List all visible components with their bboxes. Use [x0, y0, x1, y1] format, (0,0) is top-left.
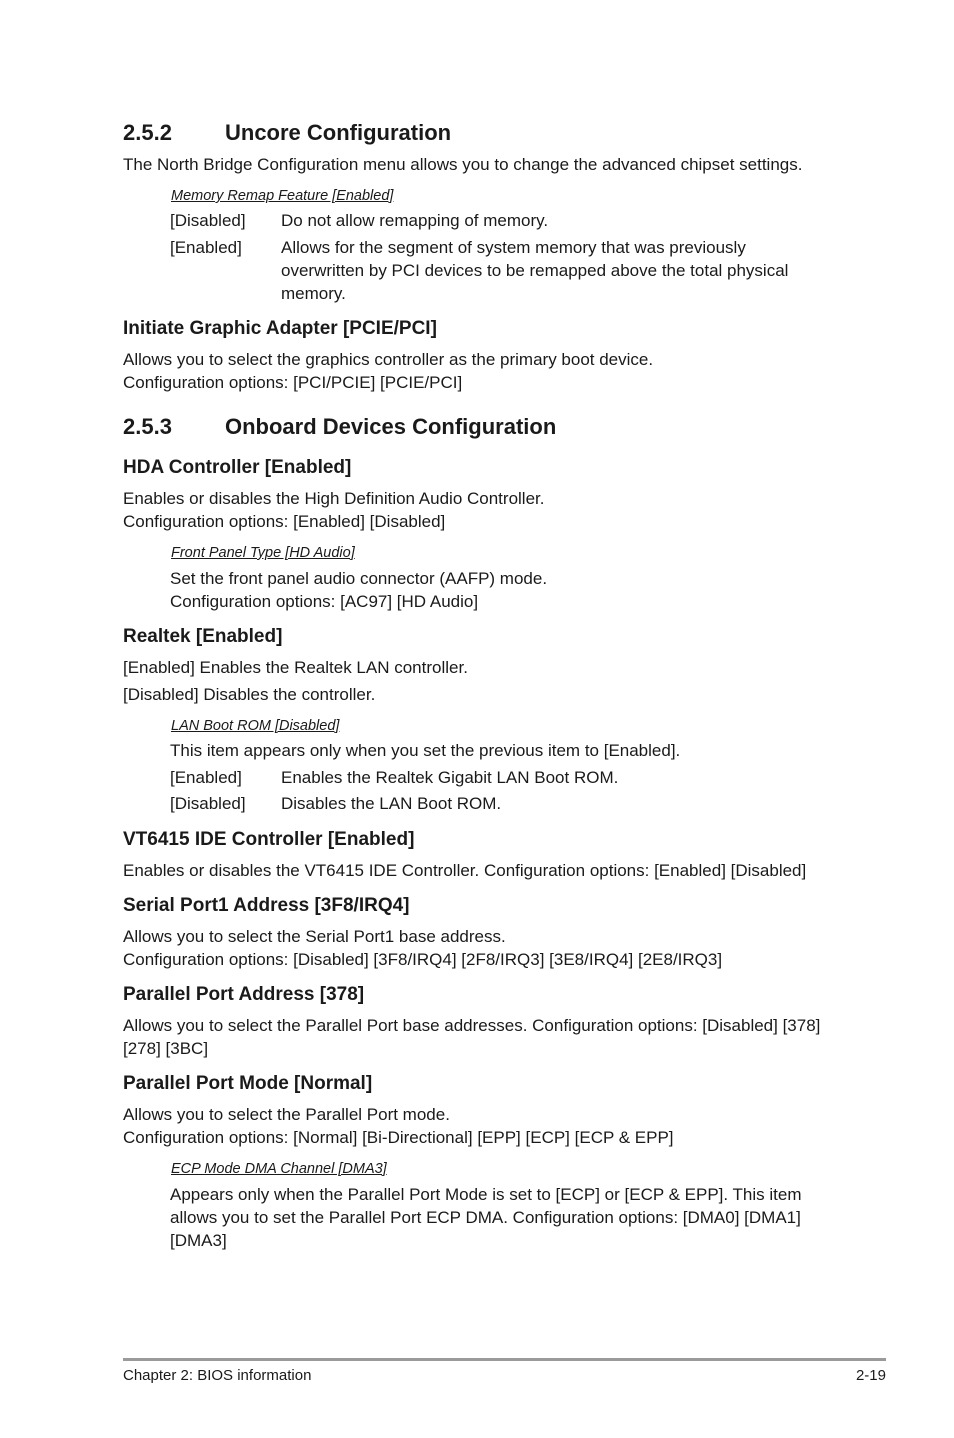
paragraph: Appears only when the Parallel Port Mode is set to [ECP] or [ECP & EPP]. This item [170, 1185, 802, 1204]
paragraph: Configuration options: [AC97] [HD Audio] [170, 592, 479, 611]
paragraph: [Disabled] Disables the controller. [123, 685, 376, 704]
subitem-heading-ecp-dma: ECP Mode DMA Channel [DMA3] [171, 1161, 387, 1177]
item-heading-parallel-port-mode: Parallel Port Mode [Normal] [123, 1073, 373, 1094]
option-key: [Enabled] [170, 768, 242, 787]
paragraph: Configuration options: [Normal] [Bi-Directional] [EPP] [ECP] [ECP & EPP] [123, 1128, 674, 1147]
footer-chapter: Chapter 2: BIOS information [123, 1367, 312, 1384]
paragraph: Allows you to select the Parallel Port mode. [123, 1105, 450, 1124]
section-title: Onboard Devices Configuration [225, 414, 557, 439]
section-heading-2-5-2 [123, 120, 723, 146]
paragraph: [Enabled] Enables the Realtek LAN controller. [123, 658, 468, 677]
section-number: 2.5.3 [123, 414, 172, 439]
paragraph: This item appears only when you set the previous item to [Enabled]. [170, 741, 681, 760]
option-key: [Enabled] [170, 238, 242, 257]
paragraph: Enables or disables the High Definition Audio Controller. [123, 489, 545, 508]
paragraph: Allows you to select the Serial Port1 base address. [123, 927, 506, 946]
footer-page-number: 2-19 [855, 1367, 886, 1384]
item-heading-parallel-port-address: Parallel Port Address [378] [123, 984, 365, 1005]
item-heading-serial-port1: Serial Port1 Address [3F8/IRQ4] [123, 895, 410, 916]
option-key: [Disabled] [170, 211, 246, 230]
paragraph: Allows you to select the graphics controller as the primary boot device. [123, 350, 654, 369]
paragraph: Configuration options: [Enabled] [Disabled] [123, 512, 446, 531]
paragraph: Set the front panel audio connector (AAFP) mode. [170, 569, 548, 588]
subitem-heading-front-panel: Front Panel Type [HD Audio] [171, 545, 355, 561]
section-title: Uncore Configuration [225, 120, 452, 145]
paragraph: [DMA3] [170, 1231, 227, 1250]
subitem-heading-lan-boot-rom: LAN Boot ROM [Disabled] [171, 718, 340, 734]
paragraph: Allows you to select the Parallel Port base addresses. Configuration options: [Disabled] [378] [123, 1016, 821, 1035]
paragraph: Configuration options: [PCI/PCIE] [PCIE/PCI] [123, 373, 463, 392]
section-intro: The North Bridge Configuration menu allows you to change the advanced chipset settings. [123, 155, 803, 174]
option-description: Disables the LAN Boot ROM. [281, 794, 502, 813]
option-key: [Disabled] [170, 794, 246, 813]
item-heading-hda-controller: HDA Controller [Enabled] [123, 457, 352, 478]
item-heading-initiate-graphic: Initiate Graphic Adapter [PCIE/PCI] [123, 318, 437, 339]
subitem-heading-memory-remap: Memory Remap Feature [Enabled] [171, 188, 394, 204]
section-heading-2-5-3 [123, 414, 723, 440]
option-description: Enables the Realtek Gigabit LAN Boot ROM. [281, 768, 619, 787]
item-heading-vt6415: VT6415 IDE Controller [Enabled] [123, 829, 415, 850]
paragraph: Configuration options: [Disabled] [3F8/IRQ4] [2F8/IRQ3] [3E8/IRQ4] [2E8/IRQ3] [123, 950, 723, 969]
option-description: Do not allow remapping of memory. [281, 211, 549, 230]
paragraph: allows you to set the Parallel Port ECP DMA. Configuration options: [DMA0] [DMA1] [170, 1208, 801, 1227]
paragraph: [278] [3BC] [123, 1039, 209, 1058]
paragraph: Enables or disables the VT6415 IDE Controller. Configuration options: [Enabled] [Disabled] [123, 861, 807, 880]
footer-rule [123, 1358, 886, 1361]
option-description: memory. [281, 284, 346, 303]
item-heading-realtek: Realtek [Enabled] [123, 626, 283, 647]
section-number: 2.5.2 [123, 120, 172, 145]
option-description: Allows for the segment of system memory that was previously [281, 238, 746, 257]
option-description: overwritten by PCI devices to be remapped above the total physical [281, 261, 789, 280]
